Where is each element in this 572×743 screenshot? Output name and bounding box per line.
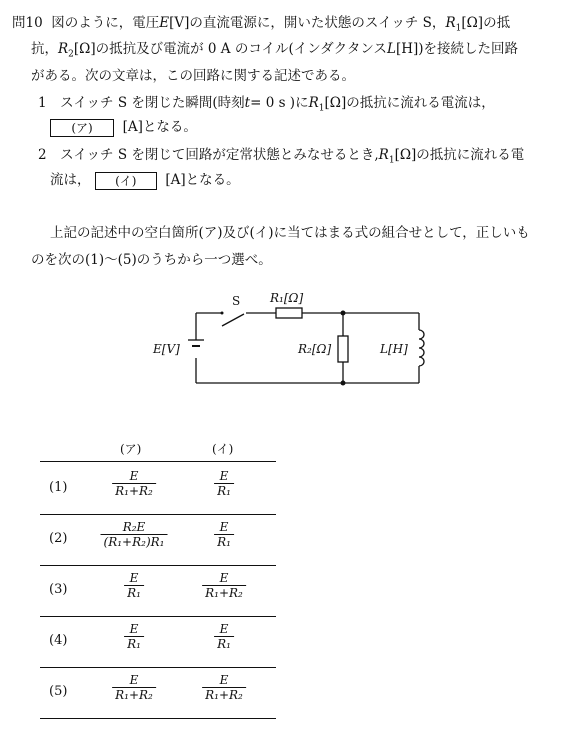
symbol-e: E	[159, 15, 170, 31]
fraction	[214, 469, 234, 498]
problem-number: 問10	[12, 15, 43, 31]
fraction	[214, 520, 234, 549]
symbol-r1: R	[445, 15, 456, 31]
fraction-denominator: R₁	[124, 585, 144, 600]
fraction	[202, 571, 246, 600]
fraction-denominator: R₁	[214, 534, 234, 549]
table-row-rule	[40, 616, 276, 617]
item2-text-b: [Ω]の抵抗に流れる電	[394, 147, 525, 163]
r2-label: R₂[Ω]	[298, 342, 332, 356]
fraction-numerator: E	[129, 622, 139, 636]
fraction	[124, 571, 144, 600]
fraction-denominator: R₁+R₂	[202, 687, 246, 702]
question-line-1: 上記の記述中の空白箇所(ア)及び(イ)に当てはまる式の組合せとして，正しいも	[50, 225, 530, 241]
item2-text-a: 2 スイッチ S を閉じて回路が定常状態とみなせるとき,	[38, 147, 379, 163]
e-label: E[V]	[153, 342, 180, 356]
intro-line2-b: [Ω]の抵抗及び電流が 0 A のコイル(インダクタンス	[73, 41, 387, 57]
fraction-numerator: R₂E	[122, 520, 146, 534]
intro-line2-a: 抗，	[31, 41, 58, 57]
symbol-l: L	[387, 41, 396, 57]
choice-a-fraction	[124, 622, 144, 652]
blank-b-box: (イ)	[95, 172, 157, 190]
symbol-t: t	[244, 95, 251, 111]
fraction-numerator: E	[129, 469, 139, 483]
fraction	[214, 622, 234, 651]
choice-a-fraction	[112, 469, 156, 499]
item1-text-a: 1 スイッチ S を閉じた瞬間(時刻	[38, 95, 245, 111]
choice-b-fraction	[202, 571, 246, 601]
item-1: 1 スイッチ S を閉じた瞬間(時刻t= 0 s )に$R_1[\Omega]$の抵抗に流れる電流は，	[38, 95, 495, 114]
table-row-rule	[40, 565, 276, 566]
switch-label: S	[232, 294, 241, 308]
fraction	[202, 673, 246, 702]
fraction-denominator: R₁+R₂	[112, 483, 156, 498]
fraction-numerator: E	[219, 520, 229, 534]
problem-line-1: 問10 図のように，電圧E[V]の直流電源に，開いた状態のスイッチ S，$R_1[\Omega]$の抵	[12, 15, 511, 34]
choice-a-fraction	[101, 520, 168, 550]
choice-a-fraction	[124, 571, 144, 601]
intro-line2-d: [H])を接続した回路	[395, 41, 519, 57]
item1-text-b: = 0 s )に	[250, 95, 309, 111]
fraction-numerator: E	[219, 469, 229, 483]
intro-text: 図のように，電圧	[51, 15, 160, 31]
l-label: L[H]	[380, 342, 408, 356]
problem-line-3: がある。次の文章は，この回路に関する記述である。	[31, 68, 355, 84]
table-header-b: (イ)	[212, 442, 234, 456]
choice-label[interactable]: (4)	[49, 633, 68, 648]
table-row-rule	[40, 718, 276, 719]
choice-b-fraction	[214, 520, 234, 550]
fraction-denominator: (R₁+R₂)R₁	[101, 534, 168, 549]
table-row-rule	[40, 514, 276, 515]
choice-label[interactable]: (1)	[49, 480, 68, 495]
fraction	[112, 673, 156, 702]
fraction-denominator: R₁+R₂	[202, 585, 246, 600]
table-top-rule	[40, 461, 276, 462]
choice-a-fraction	[112, 673, 156, 703]
question-line-2: のを次の(1)～(5)のうちから一つ選べ。	[31, 252, 272, 268]
fraction-numerator: E	[219, 571, 229, 585]
fraction	[124, 622, 144, 651]
fraction-numerator: E	[219, 622, 229, 636]
item1-unit: [A]となる。	[122, 119, 197, 135]
item2-unit: [A]となる。	[165, 172, 240, 188]
item1-text-c: [Ω]の抵抗に流れる電流は，	[324, 95, 495, 111]
problem-line-2: 抗，$R_2[\Omega]$の抵抗及び電流が 0 A のコイル(インダクタンスL[H])を接続した回路	[31, 41, 519, 60]
choice-label[interactable]: (5)	[49, 684, 68, 699]
choice-b-fraction	[202, 673, 246, 703]
intro-text-3: [Ω]の抵	[461, 15, 511, 31]
fraction-denominator: R₁	[214, 636, 234, 651]
fraction-numerator: E	[129, 571, 139, 585]
table-header-a: (ア)	[120, 442, 142, 456]
fraction-denominator: R₁	[124, 636, 144, 651]
fraction-denominator: R₁	[214, 483, 234, 498]
fraction	[112, 469, 156, 498]
blank-a-box: (ア)	[50, 119, 114, 137]
choice-b-fraction	[214, 622, 234, 652]
fraction-numerator: E	[129, 673, 139, 687]
fraction	[101, 520, 168, 549]
item2-text-c: 流は，	[50, 172, 91, 188]
item-2: 2 スイッチ S を閉じて回路が定常状態とみなせるとき$,R_1[\Omega]$の抵抗に流れる電	[38, 147, 525, 166]
r1-label: R₁[Ω]	[270, 291, 304, 305]
choice-label[interactable]: (2)	[49, 531, 68, 546]
table-row-rule	[40, 667, 276, 668]
choice-label[interactable]: (3)	[49, 582, 68, 597]
intro-text-2: [V]の直流電源に，開いた状態のスイッチ S，	[169, 15, 446, 31]
fraction-numerator: E	[219, 673, 229, 687]
choice-b-fraction	[214, 469, 234, 499]
fraction-denominator: R₁+R₂	[112, 687, 156, 702]
